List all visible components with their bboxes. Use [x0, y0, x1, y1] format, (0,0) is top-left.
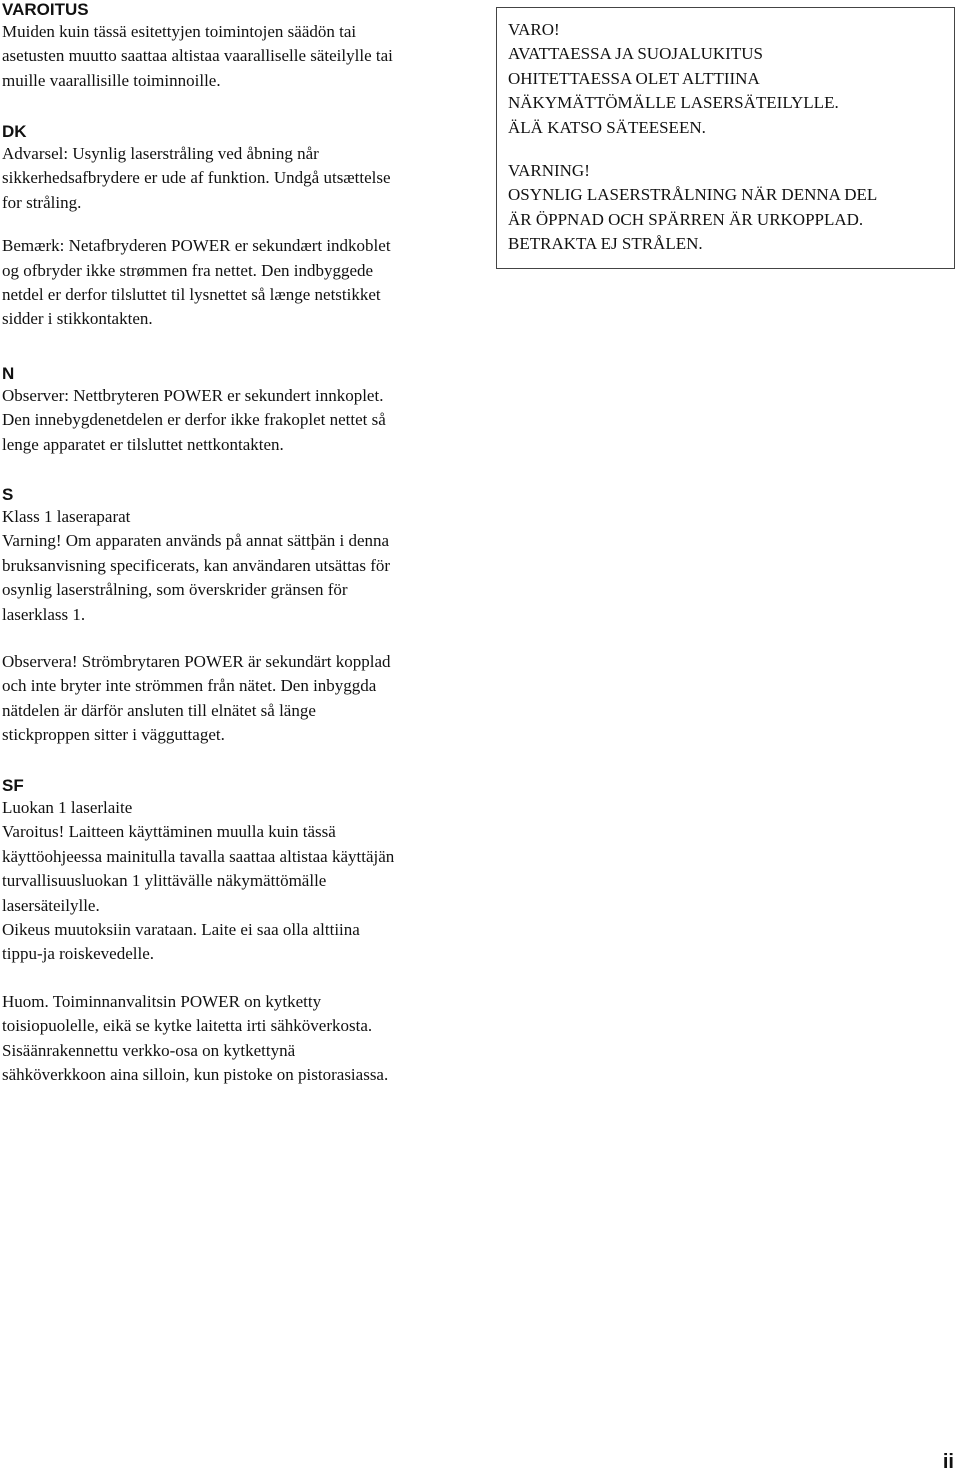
paragraph-dk-note: [2, 234, 391, 332]
section-heading-dk: DK: [2, 122, 27, 141]
section-heading-s: S: [2, 485, 14, 504]
text-line: osynlig laserstrålning, som överskrider gränsen för: [2, 580, 348, 600]
section-s: [2, 485, 391, 748]
text-line: Bemærk: Netafbryderen POWER er sekundært indkoblet: [2, 236, 391, 256]
text-line: AVATTAESSA JA SUOJALUKITUS: [508, 44, 763, 64]
text-line: käyttöohjeessa mainitulla tavalla saattaa altistaa käyttäjän: [2, 846, 395, 866]
text-line: Den innebygdenetdelen er derfor ikke frakoplet nettet så: [2, 410, 386, 430]
section-heading-n: N: [2, 364, 15, 383]
section-sf: [2, 776, 394, 1087]
text-line: Advarsel: Usynlig laserstråling ved åbning når: [2, 144, 319, 163]
text-line: toisiopuolelle, eikä se kytke laitetta irti sähköverkosta.: [2, 1016, 373, 1036]
text-line: for stråling.: [2, 192, 82, 212]
text-line: Oikeus muutoksiin varataan. Laite ei saa olla alttiina: [2, 920, 360, 940]
text-line: sähköverkkoon aina silloin, kun pistoke on pistorasiassa.: [2, 1065, 389, 1085]
text-line: sikkerhedsafbrydere er ude af funktion. Undgå utsættelse: [2, 168, 391, 188]
warning-block-swedish: [508, 159, 944, 257]
text-line: lasersäteilylle.: [2, 895, 100, 915]
text-line: sidder i stikkontakten.: [2, 309, 153, 329]
text-line: Observera! Strömbrytaren POWER är sekundärt kopplad: [2, 652, 391, 672]
laser-warning-label-box: [496, 7, 955, 269]
text-line: BETRAKTA EJ STRÅLEN.: [508, 234, 703, 254]
text-line: Observer: Nettbryteren POWER er sekundert innkoplet.: [2, 386, 384, 405]
text-line: nätdelen är därför ansluten till elnätet så länge: [2, 700, 316, 720]
text-line: Sisäänrakennettu verkko-osa on kytkettynä: [2, 1040, 296, 1060]
text-line: Varoitus! Laitteen käyttäminen muulla kuin tässä: [2, 822, 336, 842]
paragraph-n-note: [2, 384, 386, 457]
section-heading-sf: SF: [2, 776, 24, 795]
text-line: tippu-ja roiskevedelle.: [2, 944, 155, 964]
text-line: och inte bryter inte strömmen från nätet. Den inbyggda: [2, 676, 377, 696]
text-line: Muiden kuin tässä esitettyjen toimintojen säädön tai: [2, 22, 357, 41]
paragraph-fi-warning: [2, 20, 393, 93]
text-line: turvallisuusluokan 1 ylittävälle näkymättömälle: [2, 871, 327, 891]
warning-block-finnish: [508, 18, 944, 140]
section-dk: [2, 122, 391, 332]
section-heading-fi: VAROITUS: [2, 0, 89, 19]
paragraph-sf-warning: [2, 796, 394, 967]
text-line: stickproppen sitter i vägguttaget.: [2, 725, 225, 745]
text-line: laserklass 1.: [2, 604, 86, 624]
section-n: [2, 364, 386, 457]
text-line: og ofbryder ikke strømmen fra nettet. Den indbyggede: [2, 260, 374, 280]
text-line: Huom. Toiminnanvalitsin POWER on kytketty: [2, 991, 322, 1011]
section-fi: [2, 0, 393, 93]
text-line: VARNING!: [508, 161, 590, 181]
text-line: Varning! Om apparaten används på annat sättþän i denna: [2, 531, 390, 551]
text-line: ÄR ÖPPNAD OCH SPÄRREN ÄR URKOPPLAD.: [508, 209, 864, 229]
text-line: bruksanvisning specificerats, kan användaren utsättas för: [2, 555, 391, 575]
text-line: muille vaarallisille toiminnoille.: [2, 70, 221, 90]
text-line: lenge apparatet er tilsluttet nettkontakten.: [2, 434, 284, 454]
text-line: asetusten muutto saattaa altistaa vaaralliselle säteilylle tai: [2, 46, 393, 66]
text-line: Klass 1 laseraparat: [2, 507, 131, 526]
paragraph-sf-note: [2, 990, 394, 1088]
text-line: Luokan 1 laserlaite: [2, 798, 133, 817]
text-line: ÄLÄ KATSO SÄTEESEEN.: [508, 117, 706, 137]
paragraph-s-note: [2, 650, 391, 748]
text-line: netdel er derfor tilsluttet til lysnettet så længe netstikket: [2, 285, 381, 305]
text-line: VARO!: [508, 20, 560, 39]
text-line: OHITETTAESSA OLET ALTTIINA: [508, 68, 760, 88]
page-number: ii: [942, 1451, 954, 1473]
text-line: OSYNLIG LASERSTRÅLNING NÄR DENNA DEL: [508, 185, 878, 205]
text-line: NÄKYMÄTTÖMÄLLE LASERSÄTEILYLLE.: [508, 93, 839, 113]
paragraph-dk-warning: [2, 142, 391, 215]
paragraph-s-warning: [2, 505, 391, 627]
